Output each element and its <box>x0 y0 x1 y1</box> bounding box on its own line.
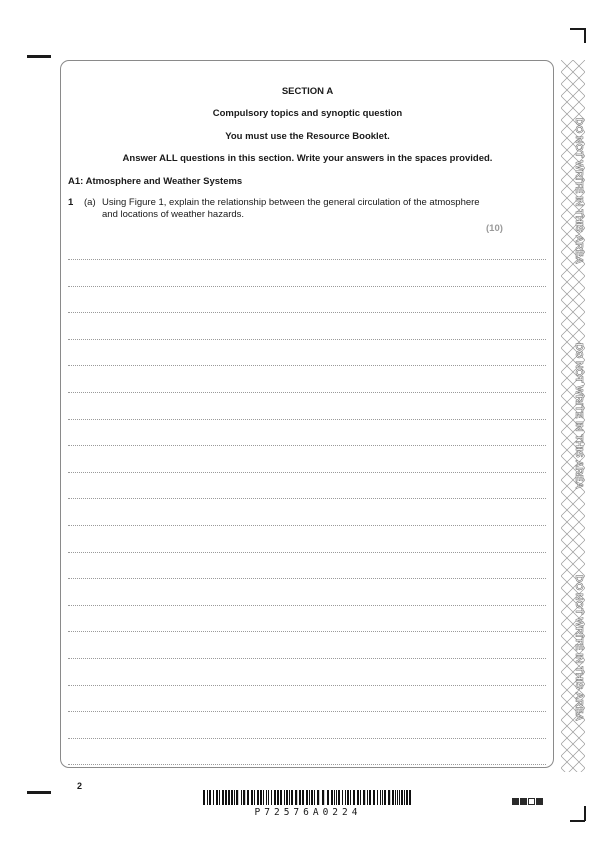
answer-line[interactable] <box>68 578 546 579</box>
section-subtitle: Compulsory topics and synoptic question <box>212 108 403 119</box>
answer-frame <box>60 60 554 768</box>
answer-line[interactable] <box>68 445 546 446</box>
answer-line[interactable] <box>68 525 546 526</box>
marks-available: (10) <box>486 223 503 234</box>
registration-mark-top-right <box>570 28 585 30</box>
section-title: SECTION A <box>281 86 334 97</box>
margin-warning-text-2: DO NOT WRITE IN THIS AREA <box>573 343 584 486</box>
answer-line[interactable] <box>68 738 546 739</box>
margin-warning-text-1: DO NOT WRITE IN THIS AREA <box>573 118 584 261</box>
answer-line[interactable] <box>68 392 546 393</box>
answer-line[interactable] <box>68 658 546 659</box>
answer-line[interactable] <box>68 631 546 632</box>
answer-line[interactable] <box>68 605 546 606</box>
question-number: 1 <box>68 197 74 208</box>
answer-line[interactable] <box>68 552 546 553</box>
answer-line[interactable] <box>68 286 546 287</box>
answer-line[interactable] <box>68 472 546 473</box>
answer-line[interactable] <box>68 365 546 366</box>
margin-warning-strip <box>561 60 585 772</box>
answer-line[interactable] <box>68 259 546 260</box>
topic-heading: A1: Atmosphere and Weather Systems <box>68 176 243 187</box>
answer-line[interactable] <box>68 419 546 420</box>
registration-mark-top-right-vertical <box>584 28 586 43</box>
answer-line[interactable] <box>68 711 546 712</box>
barcode-text: P72576A0224 <box>254 807 362 818</box>
registration-mark-bottom-right <box>570 820 585 822</box>
registration-mark-bottom-left <box>27 791 51 794</box>
registration-mark-top-left <box>27 55 51 58</box>
margin-warning-text-3: DO NOT WRITE IN THIS AREA <box>573 575 584 718</box>
question-text: Using Figure 1, explain the relationship between the general circulation of the atmosphere and locations of weather hazards. <box>102 197 480 220</box>
answer-line[interactable] <box>68 312 546 313</box>
answer-line[interactable] <box>68 764 546 765</box>
answer-line[interactable] <box>68 498 546 499</box>
answer-line[interactable] <box>68 685 546 686</box>
section-instructions: Answer ALL questions in this section. Write your answers in the spaces provided. <box>122 153 493 164</box>
page-number: 2 <box>77 781 83 791</box>
question-part: (a) <box>84 197 96 208</box>
page-indicator-boxes <box>512 798 544 816</box>
resource-booklet-note: You must use the Resource Booklet. <box>225 131 390 142</box>
registration-mark-bottom-right-vertical <box>584 806 586 821</box>
answer-line[interactable] <box>68 339 546 340</box>
